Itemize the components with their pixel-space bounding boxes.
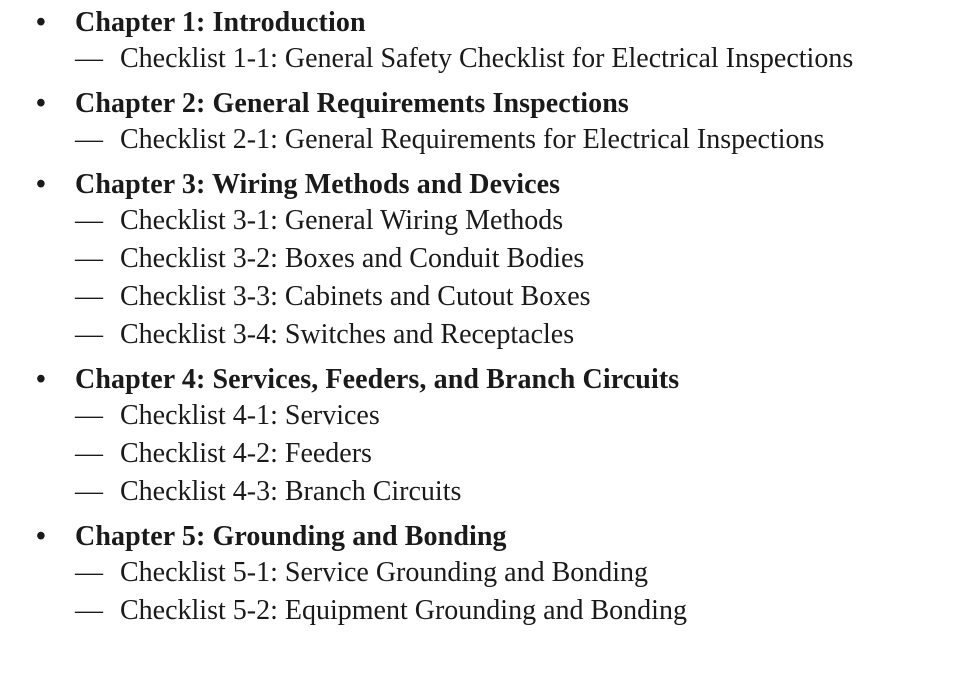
chapter-heading (0, 363, 975, 397)
chapter-title: Chapter 5: Grounding and Bonding (75, 521, 507, 552)
checklist-item (0, 121, 975, 159)
checklist-label: Checklist 2-1: General Requirements for Electrical Inspections (120, 124, 825, 155)
checklist-item (0, 435, 975, 473)
checklist-label: Checklist 3-1: General Wiring Methods (120, 205, 564, 236)
checklist-item (0, 202, 975, 240)
checklist-label: Checklist 1-1: General Safety Checklist for Electrical Inspections (120, 43, 854, 74)
checklist-label: Checklist 4-1: Services (120, 400, 380, 431)
checklist-item (0, 278, 975, 316)
dash-icon: — (75, 319, 103, 350)
bullet-icon: • (36, 88, 46, 119)
dash-icon: — (75, 124, 103, 155)
chapter-title: Chapter 1: Introduction (75, 7, 366, 38)
chapter-item (0, 6, 975, 78)
checklist-item (0, 592, 975, 630)
dash-icon: — (75, 43, 103, 74)
checklist-label: Checklist 5-1: Service Grounding and Bonding (120, 557, 649, 588)
checklist-item (0, 473, 975, 511)
chapter-title: Chapter 2: General Requirements Inspections (75, 88, 629, 119)
checklist-item (0, 554, 975, 592)
chapter-item (0, 520, 975, 630)
dash-icon: — (75, 476, 103, 507)
chapter-item (0, 87, 975, 159)
dash-icon: — (75, 205, 103, 236)
checklist-item (0, 316, 975, 354)
bullet-icon: • (36, 521, 46, 552)
dash-icon: — (75, 243, 103, 274)
chapter-heading (0, 87, 975, 121)
chapter-item (0, 168, 975, 354)
chapter-heading (0, 520, 975, 554)
dash-icon: — (75, 438, 103, 469)
dash-icon: — (75, 595, 103, 626)
checklist-item (0, 40, 975, 78)
checklist-item (0, 397, 975, 435)
dash-icon: — (75, 400, 103, 431)
checklist-label: Checklist 4-3: Branch Circuits (120, 476, 462, 507)
bullet-icon: • (36, 7, 46, 38)
dash-icon: — (75, 557, 103, 588)
checklist-label: Checklist 3-3: Cabinets and Cutout Boxes (120, 281, 591, 312)
dash-icon: — (75, 281, 103, 312)
chapter-title: Chapter 3: Wiring Methods and Devices (75, 169, 561, 200)
checklist-item (0, 240, 975, 278)
chapter-item (0, 363, 975, 511)
checklist-label: Checklist 3-2: Boxes and Conduit Bodies (120, 243, 585, 274)
chapter-title: Chapter 4: Services, Feeders, and Branch Circuits (75, 364, 680, 395)
checklist-label: Checklist 3-4: Switches and Receptacles (120, 319, 575, 350)
bullet-icon: • (36, 364, 46, 395)
bullet-icon: • (36, 169, 46, 200)
checklist-label: Checklist 4-2: Feeders (120, 438, 372, 469)
checklist-label: Checklist 5-2: Equipment Grounding and Bonding (120, 595, 687, 626)
chapter-heading (0, 6, 975, 40)
chapter-heading (0, 168, 975, 202)
